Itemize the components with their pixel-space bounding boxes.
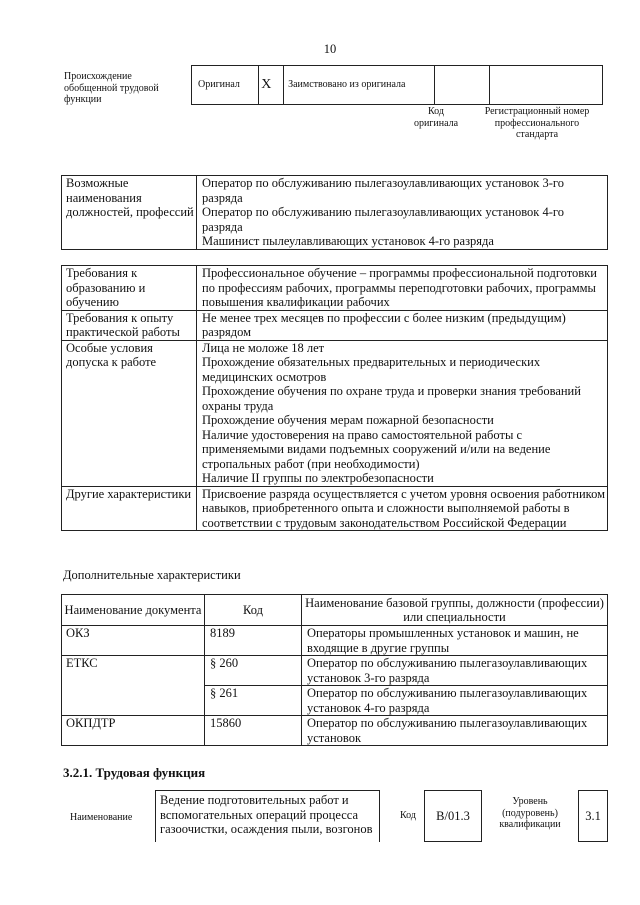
requirement-row — [62, 310, 608, 340]
requirement-row — [62, 266, 608, 311]
positions-label: Возможные наименования должностей, профессий — [66, 176, 194, 219]
row-doc: ОКЗ — [66, 626, 90, 640]
requirement-label: Особые условия допуска к работе — [66, 340, 157, 369]
additional-row — [62, 626, 608, 656]
requirement-line: Прохождение обучения мерам пожарной безопасности — [202, 413, 494, 427]
origin-original: Оригинал — [198, 79, 240, 91]
requirements-table — [61, 265, 608, 531]
origin-label: Происхождение обобщенной трудовой функции — [64, 71, 159, 105]
additional-title: Дополнительные характеристики — [63, 568, 241, 582]
row-name: Оператор по обслуживанию пылегазоулавливающих установок — [307, 716, 588, 745]
row-code: 15860 — [210, 716, 242, 730]
row-doc: ОКПДТР — [66, 716, 116, 730]
row-code: § 261 — [210, 686, 239, 700]
function-code-value: B/01.3 — [424, 790, 482, 842]
function-heading: 3.2.1. Трудовая функция — [63, 765, 206, 780]
row-name: Оператор по обслуживанию пылегазоулавливающих установок 4-го разряда — [307, 686, 588, 715]
origin-code-caption: Код оригинала — [413, 106, 459, 129]
requirement-label: Другие характеристики — [66, 486, 192, 501]
requirement-row — [62, 340, 608, 486]
origin-code-cell — [434, 66, 490, 105]
header-code: Код — [243, 602, 263, 617]
function-level-label: Уровень (подуровень) квалификации — [499, 796, 561, 830]
origin-reg-caption: Регистрационный номер профессионального стандарта — [484, 106, 590, 140]
requirement-line: Прохождение обучения по охране труда и проверки знания требований охраны труда — [202, 384, 581, 413]
origin-table — [191, 65, 603, 105]
additional-table — [61, 594, 608, 746]
function-code-label: Код — [400, 810, 416, 821]
row-name: Операторы промышленных установок и машин, не входящие в другие группы — [307, 626, 579, 655]
position-item: Оператор по обслуживанию пылегазоулавливающих установок 4-го разряда — [202, 205, 564, 234]
requirement-line: Наличие II группы по электробезопасности — [202, 471, 434, 485]
function-name-label: Наименование — [70, 812, 133, 823]
requirement-line: Не менее трех месяцев по профессии с более низким (предыдущим) разрядом — [202, 310, 566, 339]
row-code: 8189 — [210, 626, 235, 640]
row-name: Оператор по обслуживанию пылегазоулавливающих установок 3-го разряда — [307, 656, 588, 685]
positions-table — [61, 175, 608, 250]
additional-row — [62, 656, 608, 686]
requirement-line: Наличие удостоверения на право самостоятельной работы с применяемыми видами подъемных сооружений и/или на ведение стропальных работ (при необходимости) — [202, 427, 551, 471]
additional-row — [62, 716, 608, 746]
requirement-line: Лица не моложе 18 лет — [202, 340, 325, 355]
function-level-value: 3.1 — [578, 790, 608, 842]
function-name-value: Ведение подготовительных работ и вспомогательных операций процесса газоочистки, осаждения пыли, возгонов — [155, 790, 380, 842]
requirement-line: Прохождение обязательных предварительных и периодических медицинских осмотров — [202, 355, 541, 384]
requirement-line: Профессиональное обучение – программы профессиональной подготовки по профессиям рабочих, программы переподготовки рабочих, программы повышения квалификации рабочих — [202, 266, 597, 309]
position-item: Машинист пылеулавливающих установок 4-го разряда — [202, 234, 494, 248]
origin-mark: X — [261, 77, 272, 92]
position-item: Оператор по обслуживанию пылегазоулавливающих установок 3-го разряда — [202, 176, 564, 205]
page-number: 10 — [323, 42, 337, 56]
origin-reg-cell — [490, 66, 603, 105]
additional-header-row — [62, 595, 608, 626]
row-code: § 260 — [210, 656, 239, 670]
requirement-label: Требования к образованию и обучению — [66, 266, 146, 309]
requirement-label: Требования к опыту практической работы — [66, 310, 180, 339]
header-name: Наименование базовой группы, должности (профессии) или специальности — [305, 595, 604, 624]
requirement-row — [62, 486, 608, 531]
requirement-line: Присвоение разряда осуществляется с учетом уровня освоения работником навыков, приобретенного опыта и сложности выполняемой работы в соответствии с трудовым законодательством Российской Федерации — [202, 486, 605, 530]
row-doc: ЕТКС — [66, 656, 98, 670]
origin-borrowed: Заимствовано из оригинала — [288, 79, 406, 91]
header-doc: Наименование документа — [64, 602, 202, 617]
